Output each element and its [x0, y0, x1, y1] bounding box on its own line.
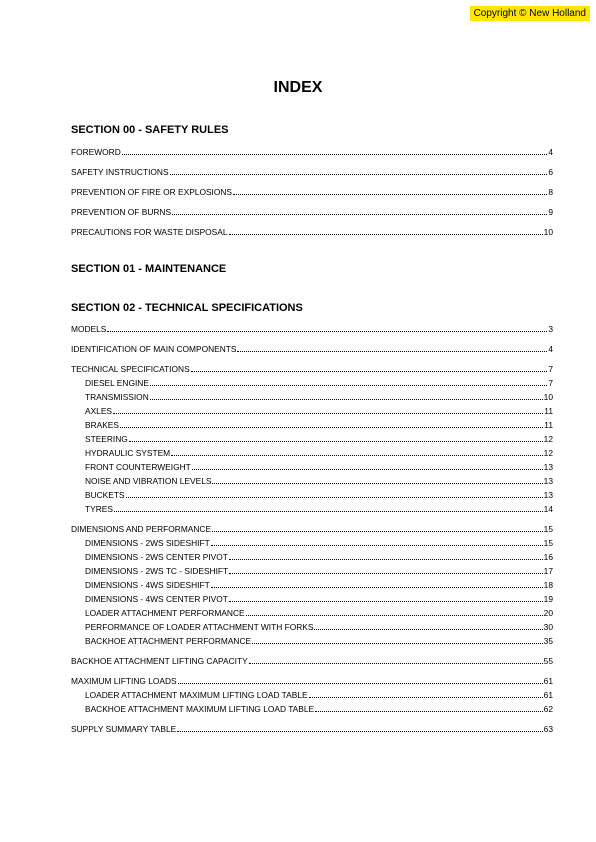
toc-subentry-axles[interactable] [85, 405, 553, 417]
toc-entry-page: 30 [543, 622, 553, 632]
toc-entry-label: SUPPLY SUMMARY TABLE [71, 724, 177, 734]
leader-dots [114, 503, 543, 512]
toc-entry-label: HYDRAULIC SYSTEM [85, 448, 171, 458]
toc-entry-page: 20 [543, 608, 553, 618]
leader-dots [129, 433, 543, 442]
leader-dots [314, 621, 542, 630]
toc-entry-page: 13 [543, 490, 553, 500]
toc-entry-page: 35 [543, 636, 553, 646]
toc-entry-prevention-burns[interactable] [71, 206, 553, 218]
toc-entry-label: BUCKETS [85, 490, 125, 500]
toc-subentry-steering[interactable] [85, 433, 553, 445]
toc-subentry-noise-vibration[interactable] [85, 475, 553, 487]
toc-entry-page: 10 [543, 227, 553, 237]
toc-entry-page: 6 [548, 167, 553, 177]
toc-subentry-backhoe-max-lifting-table[interactable] [85, 703, 553, 715]
toc-entry-page: 8 [548, 187, 553, 197]
toc-subentry-loader-performance[interactable] [85, 607, 553, 619]
toc-entry-label: DIMENSIONS - 4WS CENTER PIVOT [85, 594, 228, 604]
leader-dots [122, 146, 548, 155]
toc-entry-models[interactable] [71, 323, 553, 335]
leader-dots [171, 447, 543, 456]
toc-subentry-loader-forks-performance[interactable] [85, 621, 553, 633]
toc-entry-page: 18 [543, 580, 553, 590]
leader-dots [172, 206, 547, 215]
toc-entry-page: 10 [543, 392, 553, 402]
toc-entry-foreword[interactable] [71, 146, 553, 158]
leader-dots [229, 551, 543, 560]
leader-dots [177, 723, 542, 732]
copyright-badge: Copyright © New Holland [470, 6, 590, 21]
toc-entry-page: 9 [548, 207, 553, 217]
toc-entry-safety-instructions[interactable] [71, 166, 553, 178]
toc-entry-page: 13 [543, 462, 553, 472]
toc-entry-label: FOREWORD [71, 147, 121, 157]
toc-entry-label: PRECAUTIONS FOR WASTE DISPOSAL [71, 227, 228, 237]
leader-dots [229, 565, 543, 574]
toc-entry-label: BACKHOE ATTACHMENT MAXIMUM LIFTING LOAD TABLE [85, 704, 315, 714]
toc-entry-waste-disposal[interactable] [71, 226, 553, 238]
toc-entry-page: 7 [548, 364, 553, 374]
toc-entry-technical-specifications[interactable] [71, 363, 553, 375]
toc-entry-backhoe-lifting-capacity[interactable] [71, 655, 553, 667]
toc-entry-label: TECHNICAL SPECIFICATIONS [71, 364, 190, 374]
toc-entry-label: FRONT COUNTERWEIGHT [85, 462, 191, 472]
leader-dots [113, 405, 543, 414]
toc-entry-label: BACKHOE ATTACHMENT PERFORMANCE [85, 636, 252, 646]
toc-entry-page: 15 [543, 538, 553, 548]
toc-entry-page: 61 [543, 676, 553, 686]
toc-entry-label: DIMENSIONS - 2WS CENTER PIVOT [85, 552, 228, 562]
toc-entry-page: 16 [543, 552, 553, 562]
toc-entry-page: 55 [543, 656, 553, 666]
toc-entry-page: 13 [543, 476, 553, 486]
toc-subentry-dim-4ws-sideshift[interactable] [85, 579, 553, 591]
leader-dots [249, 655, 543, 664]
leader-dots [229, 226, 543, 235]
toc-entry-label: LOADER ATTACHMENT PERFORMANCE [85, 608, 245, 618]
toc-entry-page: 7 [548, 378, 553, 388]
toc-entry-label: BACKHOE ATTACHMENT LIFTING CAPACITY [71, 656, 248, 666]
toc-entry-prevention-fire[interactable] [71, 186, 553, 198]
leader-dots [170, 166, 548, 175]
toc-entry-page: 14 [543, 504, 553, 514]
toc-entry-label: LOADER ATTACHMENT MAXIMUM LIFTING LOAD TABLE [85, 690, 308, 700]
toc-subentry-diesel-engine[interactable] [85, 377, 553, 389]
leader-dots [212, 475, 542, 484]
leader-dots [191, 363, 548, 372]
leader-dots [233, 186, 547, 195]
toc-entry-label: DIMENSIONS AND PERFORMANCE [71, 524, 212, 534]
leader-dots [192, 461, 543, 470]
toc-entry-page: 62 [543, 704, 553, 714]
leader-dots [212, 523, 543, 532]
leader-dots [211, 537, 543, 546]
leader-dots [107, 323, 547, 332]
toc-subentry-backhoe-performance[interactable] [85, 635, 553, 647]
toc-entry-page: 61 [543, 690, 553, 700]
toc-entry-page: 4 [548, 147, 553, 157]
toc-entry-label: SAFETY INSTRUCTIONS [71, 167, 169, 177]
section-02-heading: SECTION 02 - TECHNICAL SPECIFICATIONS [71, 302, 303, 314]
toc-subentry-hydraulic-system[interactable] [85, 447, 553, 459]
leader-dots [252, 635, 543, 644]
section-00-heading: SECTION 00 - SAFETY RULES [71, 124, 229, 136]
toc-entry-label: DIMENSIONS - 2WS SIDESHIFT [85, 538, 210, 548]
leader-dots [211, 579, 543, 588]
toc-entry-label: NOISE AND VIBRATION LEVELS [85, 476, 212, 486]
toc-entry-label: MODELS [71, 324, 107, 334]
toc-entry-label: PERFORMANCE OF LOADER ATTACHMENT WITH FORKS [85, 622, 314, 632]
toc-entry-page: 12 [543, 434, 553, 444]
toc-entry-dimensions-performance[interactable] [71, 523, 553, 535]
toc-entry-page: 15 [543, 524, 553, 534]
toc-subentry-tyres[interactable] [85, 503, 553, 515]
toc-entry-page: 12 [543, 448, 553, 458]
toc-entry-label: PREVENTION OF FIRE OR EXPLOSIONS [71, 187, 233, 197]
leader-dots [237, 343, 547, 352]
toc-entry-identification[interactable] [71, 343, 553, 355]
leader-dots [120, 419, 543, 428]
section-01-heading: SECTION 01 - MAINTENANCE [71, 263, 227, 275]
toc-entry-page: 63 [543, 724, 553, 734]
toc-entry-page: 11 [544, 406, 553, 416]
toc-entry-maximum-lifting-loads[interactable] [71, 675, 553, 687]
leader-dots [150, 391, 543, 400]
toc-entry-label: STEERING [85, 434, 128, 444]
toc-entry-page: 4 [548, 344, 553, 354]
toc-subentry-dim-2ws-tc-sideshift[interactable] [85, 565, 553, 577]
leader-dots [315, 703, 543, 712]
toc-subentry-dim-4ws-center-pivot[interactable] [85, 593, 553, 605]
page-title: INDEX [273, 79, 323, 96]
toc-subentry-brakes[interactable] [85, 419, 553, 431]
toc-subentry-dim-2ws-sideshift[interactable] [85, 537, 553, 549]
toc-subentry-dim-2ws-center-pivot[interactable] [85, 551, 553, 563]
leader-dots [229, 593, 543, 602]
toc-entry-label: TYRES [85, 504, 113, 514]
leader-dots [178, 675, 543, 684]
toc-subentry-loader-max-lifting-table[interactable] [85, 689, 553, 701]
toc-entry-page: 11 [544, 420, 553, 430]
toc-entry-label: TRANSMISSION [85, 392, 149, 402]
toc-entry-label: BRAKES [85, 420, 119, 430]
toc-entry-page: 17 [543, 566, 553, 576]
toc-entry-label: DIMENSIONS - 4WS SIDESHIFT [85, 580, 210, 590]
toc-subentry-buckets[interactable] [85, 489, 553, 501]
toc-entry-label: MAXIMUM LIFTING LOADS [71, 676, 177, 686]
toc-entry-supply-summary-table[interactable] [71, 723, 553, 735]
toc-entry-page: 19 [543, 594, 553, 604]
toc-entry-page: 3 [548, 324, 553, 334]
toc-subentry-transmission[interactable] [85, 391, 553, 403]
toc-entry-label: DIMENSIONS - 2WS TC - SIDESHIFT [85, 566, 229, 576]
toc-subentry-front-counterweight[interactable] [85, 461, 553, 473]
leader-dots [309, 689, 543, 698]
toc-entry-label: AXLES [85, 406, 113, 416]
leader-dots [150, 377, 547, 386]
toc-entry-label: IDENTIFICATION OF MAIN COMPONENTS [71, 344, 237, 354]
toc-entry-label: PREVENTION OF BURNS [71, 207, 172, 217]
toc-entry-label: DIESEL ENGINE [85, 378, 149, 388]
leader-dots [126, 489, 543, 498]
leader-dots [246, 607, 543, 616]
